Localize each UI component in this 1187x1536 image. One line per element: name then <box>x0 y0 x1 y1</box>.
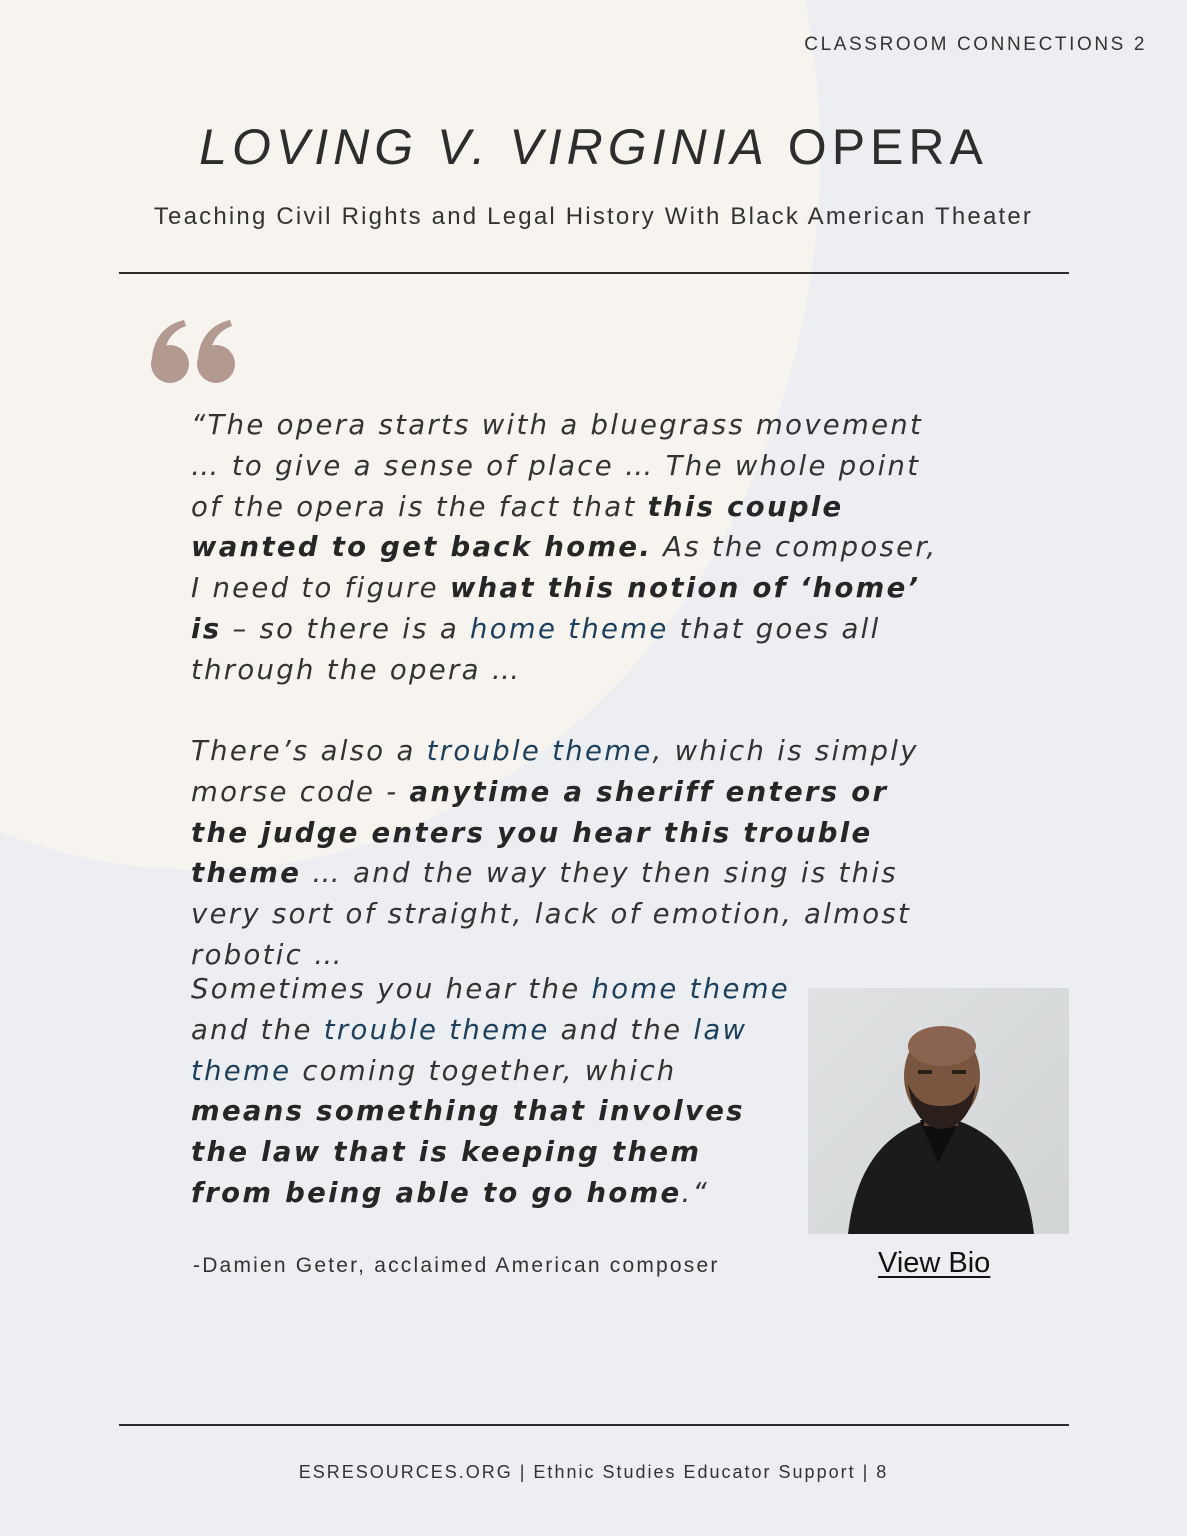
composer-portrait-photo <box>808 988 1069 1234</box>
page-subtitle: Teaching Civil Rights and Legal History With Black American Theater <box>153 203 1034 230</box>
quote-paragraph-2: There’s also a trouble theme, which is simply morse code - anytime a sheriff enters or the judge enters you hear this trouble theme … and the way they then sing is this very sort of straight, lack of emotion, almost robotic … <box>191 735 919 971</box>
title-italic-part: LOVING V. VIRGINIA <box>199 119 769 175</box>
series-label: CLASSROOM CONNECTIONS 2 <box>804 34 1147 55</box>
quote-paragraph-1: “The opera starts with a bluegrass movement … to give a sense of place … The whole point of the opera is the fact that this couple wanted to get back home. As the composer, I need to figure what this notion of ‘home’ is – so there is a home theme that goes all through the opera … <box>191 409 938 686</box>
home-theme-highlight: home theme <box>591 973 791 1005</box>
quote-attribution: -Damien Geter, acclaimed American composer <box>193 1254 720 1277</box>
page-title <box>0 118 1187 176</box>
bottom-divider <box>119 1424 1069 1426</box>
title-regular-part: OPERA <box>787 119 988 175</box>
page-footer: ESRESOURCES.ORG | Ethnic Studies Educator Support | 8 <box>298 1462 889 1482</box>
quote-paragraph-3: Sometimes you hear the home theme and the trouble theme and the law theme coming together, which means something that involves the law that is keeping them from being able to go home.“ <box>191 973 791 1209</box>
top-divider <box>119 272 1069 274</box>
trouble-theme-highlight: trouble theme <box>426 735 653 767</box>
open-quote-icon <box>150 318 240 391</box>
law-theme-highlight: law theme <box>191 1013 748 1087</box>
home-theme-highlight: home theme <box>470 612 669 645</box>
view-bio-link[interactable]: View Bio <box>878 1247 991 1279</box>
trouble-theme-highlight: trouble theme <box>323 1013 550 1046</box>
